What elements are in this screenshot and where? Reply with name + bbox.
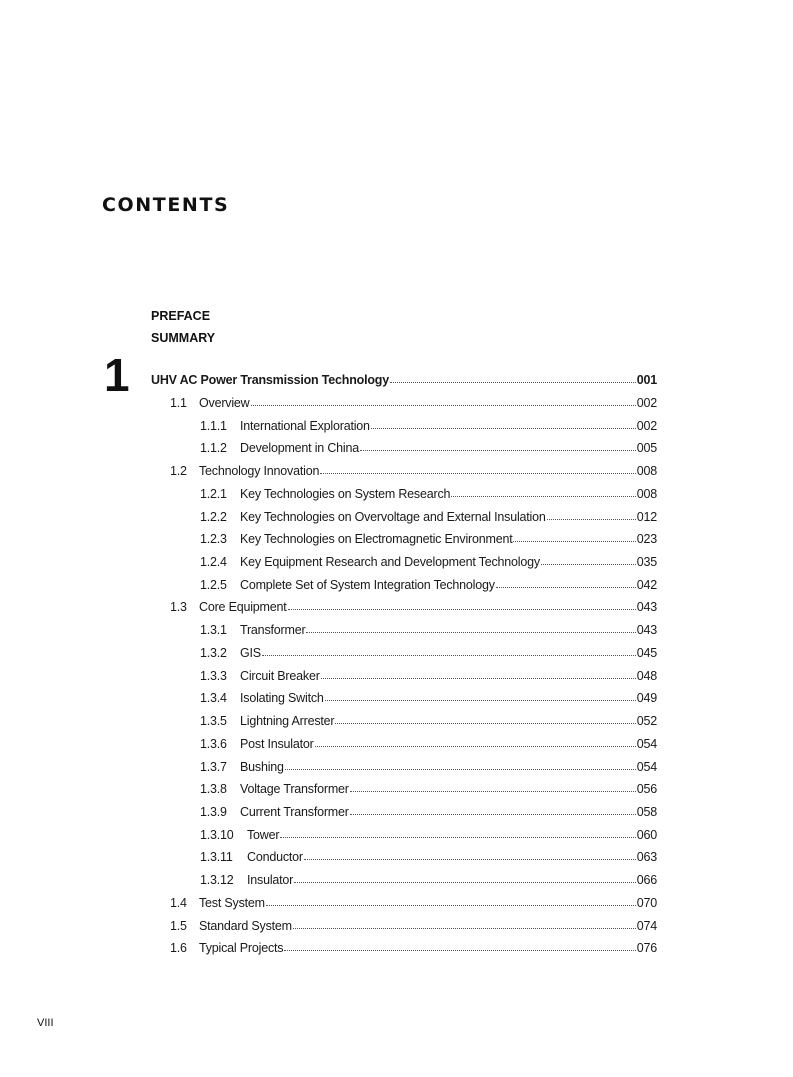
toc-entry-page: 023 (636, 532, 657, 546)
dot-leader (293, 927, 636, 929)
toc-entry-title: Circuit Breaker (240, 669, 320, 683)
toc-entry-title: Key Technologies on Overvoltage and External Insulation (240, 510, 546, 524)
toc-entry-page: 002 (636, 396, 657, 410)
toc-entry-number: 1.6 (170, 941, 187, 955)
toc-entry-title: GIS (240, 646, 261, 660)
toc-entry-title: Test System (199, 896, 265, 910)
dot-leader (513, 540, 635, 542)
toc-entry[interactable] (170, 896, 657, 914)
toc-entry-title: Key Technologies on Electromagnetic Environment (240, 532, 513, 546)
toc-entry[interactable] (200, 714, 657, 732)
toc-entry[interactable] (170, 396, 657, 414)
dot-leader (251, 404, 636, 406)
toc-entry[interactable] (200, 578, 657, 596)
toc-entry-page: 043 (636, 623, 657, 637)
toc-entry-number: 1.5 (170, 919, 187, 933)
toc-entry-page: 049 (636, 691, 657, 705)
dot-leader (266, 904, 636, 906)
dot-leader (321, 677, 636, 679)
page-folio: VIII (37, 1017, 54, 1029)
toc-entry[interactable] (200, 691, 657, 709)
toc-entry-number: 1.2.4 (200, 555, 227, 569)
toc-entry-page: 045 (636, 646, 657, 660)
toc-entry-title: Lightning Arrester (240, 714, 335, 728)
toc-entry[interactable] (170, 919, 657, 937)
toc-entry-number: 1.3.12 (200, 873, 234, 887)
toc-entry-page: 056 (636, 782, 657, 796)
toc-entry-title: Conductor (247, 850, 303, 864)
toc-entry-page: 043 (636, 600, 657, 614)
toc-entry-number: 1.2.5 (200, 578, 227, 592)
dot-leader (284, 949, 635, 951)
dot-leader (280, 836, 635, 838)
dot-leader (306, 631, 635, 633)
toc-entry-title: Post Insulator (240, 737, 314, 751)
toc-entry[interactable] (200, 737, 657, 755)
dot-leader (294, 881, 636, 883)
toc-entry-title: Typical Projects (199, 941, 284, 955)
toc-entry-page: 054 (636, 737, 657, 751)
dot-leader (285, 768, 636, 770)
toc-entry-page: 035 (636, 555, 657, 569)
toc-entry[interactable] (200, 760, 657, 778)
chapter-number: 1 (104, 349, 128, 401)
toc-entry-number: 1.3.10 (200, 828, 234, 842)
toc-entry[interactable] (200, 873, 657, 891)
dot-leader (335, 722, 635, 724)
toc-entry-title: Voltage Transformer (240, 782, 349, 796)
toc-preface[interactable]: PREFACE (151, 309, 211, 323)
dot-leader (350, 790, 636, 792)
toc-entry-page: 076 (636, 941, 657, 955)
toc-entry-page: 074 (636, 919, 657, 933)
toc-entry-page: 052 (636, 714, 657, 728)
dot-leader (325, 699, 636, 701)
toc-entry-number: 1.2.2 (200, 510, 227, 524)
toc-entry-number: 1.2.1 (200, 487, 227, 501)
dot-leader (360, 449, 636, 451)
toc-entry-title: Current Transformer (240, 805, 349, 819)
toc-entry-page: 008 (636, 464, 657, 478)
toc-entry-number: 1.2.3 (200, 532, 227, 546)
toc-entry-title: Transformer (240, 623, 306, 637)
toc-entry-title: Bushing (240, 760, 284, 774)
dot-leader (371, 427, 636, 429)
toc-entry[interactable] (200, 805, 657, 823)
toc-entry-title: Core Equipment (199, 600, 287, 614)
toc-entry-page: 054 (636, 760, 657, 774)
toc-entry-page: 005 (636, 441, 657, 455)
toc-entry-number: 1.3 (170, 600, 187, 614)
toc-entry-page: 058 (636, 805, 657, 819)
toc-entry-number: 1.2 (170, 464, 187, 478)
toc-entry-number: 1.3.8 (200, 782, 227, 796)
toc-entry-page: 008 (636, 487, 657, 501)
toc-entry[interactable] (170, 600, 657, 618)
page-title: CONTENTS (102, 194, 230, 216)
toc-entry-number: 1.1 (170, 396, 187, 410)
toc-entry-number: 1.3.5 (200, 714, 227, 728)
toc-entry-page: 042 (636, 578, 657, 592)
toc-entry[interactable] (170, 464, 657, 482)
toc-entry-page: 048 (636, 669, 657, 683)
toc-entry[interactable] (200, 782, 657, 800)
toc-entry-title: Complete Set of System Integration Technology (240, 578, 495, 592)
toc-entry[interactable] (200, 828, 657, 846)
toc-entry[interactable] (200, 487, 657, 505)
dot-leader (320, 472, 636, 474)
toc-entry-title: Standard System (199, 919, 292, 933)
toc-entry-page: 002 (636, 419, 657, 433)
dot-leader (262, 654, 636, 656)
dot-leader (315, 745, 636, 747)
dot-leader (288, 608, 636, 610)
toc-entry[interactable] (200, 623, 657, 641)
toc-entry[interactable] (200, 646, 657, 664)
toc-entry-title: Development in China (240, 441, 359, 455)
toc-entry-number: 1.1.2 (200, 441, 227, 455)
toc-entry-title: Overview (199, 396, 250, 410)
toc-entry-number: 1.3.4 (200, 691, 227, 705)
toc-entry-page: 066 (636, 873, 657, 887)
toc-entry[interactable] (200, 510, 657, 528)
toc-entry-number: 1.3.9 (200, 805, 227, 819)
toc-entry[interactable] (200, 850, 657, 868)
toc-entry-number: 1.3.7 (200, 760, 227, 774)
toc-chapter-1[interactable] (151, 373, 657, 391)
toc-entry-number: 1.3.2 (200, 646, 227, 660)
toc-entry[interactable] (200, 419, 657, 437)
toc-chapter-page: 001 (636, 373, 657, 387)
toc-entry-title: Key Equipment Research and Development Technology (240, 555, 540, 569)
toc-entry-page: 060 (636, 828, 657, 842)
toc-entry-title: Isolating Switch (240, 691, 324, 705)
toc-entry-title: Technology Innovation (199, 464, 320, 478)
toc-entry-title: Tower (247, 828, 280, 842)
dot-leader (390, 381, 636, 383)
toc-entry-title: Key Technologies on System Research (240, 487, 451, 501)
toc-entry-title: International Exploration (240, 419, 370, 433)
toc-entry-page: 070 (636, 896, 657, 910)
toc-chapter-title: UHV AC Power Transmission Technology (151, 373, 389, 387)
dot-leader (451, 495, 635, 497)
toc-entry-number: 1.3.6 (200, 737, 227, 751)
toc-entry[interactable] (200, 555, 657, 573)
dot-leader (496, 586, 636, 588)
toc-summary[interactable]: SUMMARY (151, 331, 216, 345)
toc-entry-number: 1.3.1 (200, 623, 227, 637)
toc-entry-number: 1.3.3 (200, 669, 227, 683)
toc-entry[interactable] (200, 669, 657, 687)
dot-leader (350, 813, 636, 815)
dot-leader (304, 858, 636, 860)
toc-entry-page: 063 (636, 850, 657, 864)
toc-entry[interactable] (170, 941, 657, 959)
toc-entry[interactable] (200, 441, 657, 459)
toc-entry-title: Insulator (247, 873, 294, 887)
toc-entry-number: 1.1.1 (200, 419, 227, 433)
toc-entry-page: 012 (636, 510, 657, 524)
toc-entry-number: 1.4 (170, 896, 187, 910)
dot-leader (541, 563, 636, 565)
toc-entry[interactable] (200, 532, 657, 550)
toc-entry-number: 1.3.11 (200, 850, 233, 864)
dot-leader (547, 518, 636, 520)
